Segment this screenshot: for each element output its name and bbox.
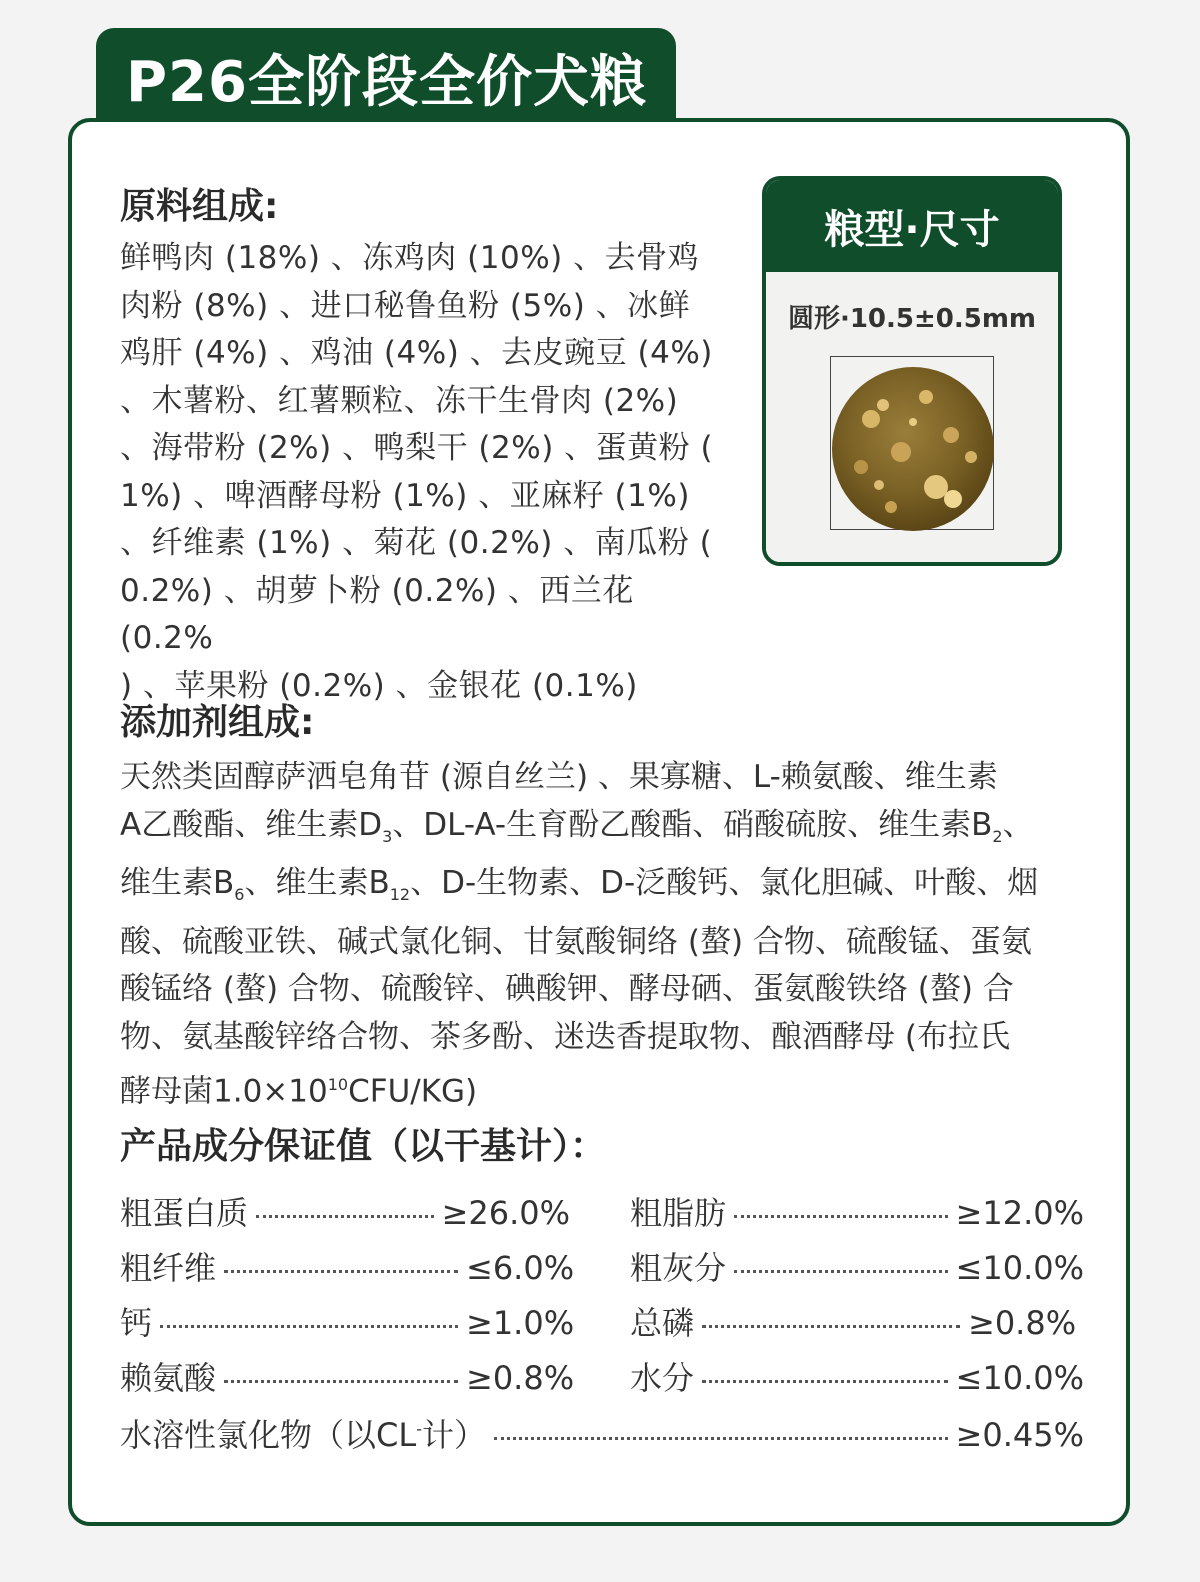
kibble-image bbox=[830, 356, 994, 530]
kibble-illustration bbox=[831, 357, 995, 531]
spec-row-protein: 粗蛋白质 ≥26.0% bbox=[120, 1194, 570, 1232]
kibble-shape-header: 粮型·尺寸 bbox=[766, 180, 1058, 272]
ingredients-line: 0.2%) 、胡萝卜粉 (0.2%) 、西兰花 (0.2% bbox=[120, 572, 634, 656]
ingredients-line: ) 、苹果粉 (0.2%) 、金银花 (0.1%) bbox=[120, 667, 638, 704]
spec-row-chloride: 水溶性氯化物（以CL-计） ≥0.45% bbox=[120, 1416, 1084, 1454]
kibble-shape-body bbox=[766, 272, 1058, 562]
info-card bbox=[68, 118, 1130, 1526]
analysis-heading: 产品成分保证值（以干基计）： bbox=[120, 1126, 607, 1167]
dot-leader bbox=[256, 1215, 434, 1218]
ingredients-text bbox=[120, 235, 730, 710]
title-tab bbox=[96, 28, 676, 128]
dot-leader bbox=[734, 1215, 948, 1218]
dot-leader bbox=[224, 1380, 458, 1383]
ingredients-line: 、纤维素 (1%) 、菊花 (0.2%) 、南瓜粉 ( bbox=[120, 525, 713, 561]
ingredients-line: 、木薯粉、红薯颗粒、冻干生骨肉 (2%) bbox=[120, 382, 679, 419]
dot-leader bbox=[494, 1437, 948, 1440]
dot-leader bbox=[160, 1325, 458, 1328]
dot-leader bbox=[734, 1270, 948, 1273]
spec-row-fiber: 粗纤维 ≤6.0% bbox=[120, 1249, 575, 1287]
additives-line: 酸、硫酸亚铁、碱式氯化铜、甘氨酸铜络 (螯) 合物、硫酸锰、蛋氨 bbox=[120, 923, 1032, 960]
spec-row-calcium: 钙 ≥1.0% bbox=[120, 1304, 575, 1342]
dot-leader bbox=[224, 1270, 458, 1273]
page-title: P26全阶段全价犬粮 bbox=[126, 50, 647, 115]
spec-row-fat: 粗脂肪 ≥12.0% bbox=[630, 1194, 1084, 1232]
ingredients-line: 鸡肝 (4%) 、鸡油 (4%) 、去皮豌豆 (4%) bbox=[120, 335, 713, 371]
additives-line: 天然类固醇萨洒皂角苷 (源自丝兰) 、果寡糖、L-赖氨酸、维生素 bbox=[120, 759, 998, 795]
dot-leader bbox=[702, 1380, 948, 1383]
ingredients-line: 肉粉 (8%) 、进口秘鲁鱼粉 (5%) 、冰鲜 bbox=[120, 287, 691, 324]
spec-row-ash: 粗灰分 ≤10.0% bbox=[630, 1249, 1084, 1287]
dot-leader bbox=[702, 1325, 960, 1328]
additives-line: 酵母菌$1.0\times 10^{10}CFU/KG$) bbox=[120, 1073, 478, 1110]
additives-line: 物、氨基酸锌络合物、茶多酚、迷迭香提取物、酿酒酵母 (布拉氏 bbox=[120, 1018, 1010, 1055]
ingredients-line: 、海带粉 (2%) 、鸭梨干 (2%) 、蛋黄粉 ( bbox=[120, 430, 714, 466]
additives-line: 酸锰络 (螯) 合物、硫酸锌、碘酸钾、酵母硒、蛋氨酸铁络 (螯) 合 bbox=[120, 971, 1014, 1008]
kibble-shape-box bbox=[762, 176, 1062, 566]
additives-line: 维生素$B_6$、维生素$B_{12}$、D-生物素、D-泛酸钙、氯化胆碱、叶酸、烟 bbox=[120, 865, 1039, 905]
kibble-size-label: 圆形·10.5±0.5mm bbox=[787, 304, 1037, 334]
ingredients-line: 鲜鸭肉 (18%) 、冻鸡肉 (10%) 、去骨鸡 bbox=[120, 240, 700, 276]
ingredients-line: 1%) 、啤酒酵母粉 (1%) 、亚麻籽 (1%) bbox=[120, 477, 690, 514]
spec-row-phosphorus: 总磷 ≥0.8% bbox=[630, 1304, 1077, 1342]
spec-row-moisture: 水分 ≤10.0% bbox=[630, 1359, 1084, 1397]
additives-heading: 添加剂组成: bbox=[120, 702, 315, 743]
ingredients-heading: 原料组成: bbox=[120, 186, 279, 227]
additives-text bbox=[120, 754, 1080, 1116]
spec-row-lysine: 赖氨酸 ≥0.8% bbox=[120, 1359, 575, 1397]
additives-line: A乙酸酯、维生素$D_3$、DL-A-生育酚乙酸酯、硝酸硫胺、维生素$B_2$、 bbox=[120, 806, 1034, 846]
